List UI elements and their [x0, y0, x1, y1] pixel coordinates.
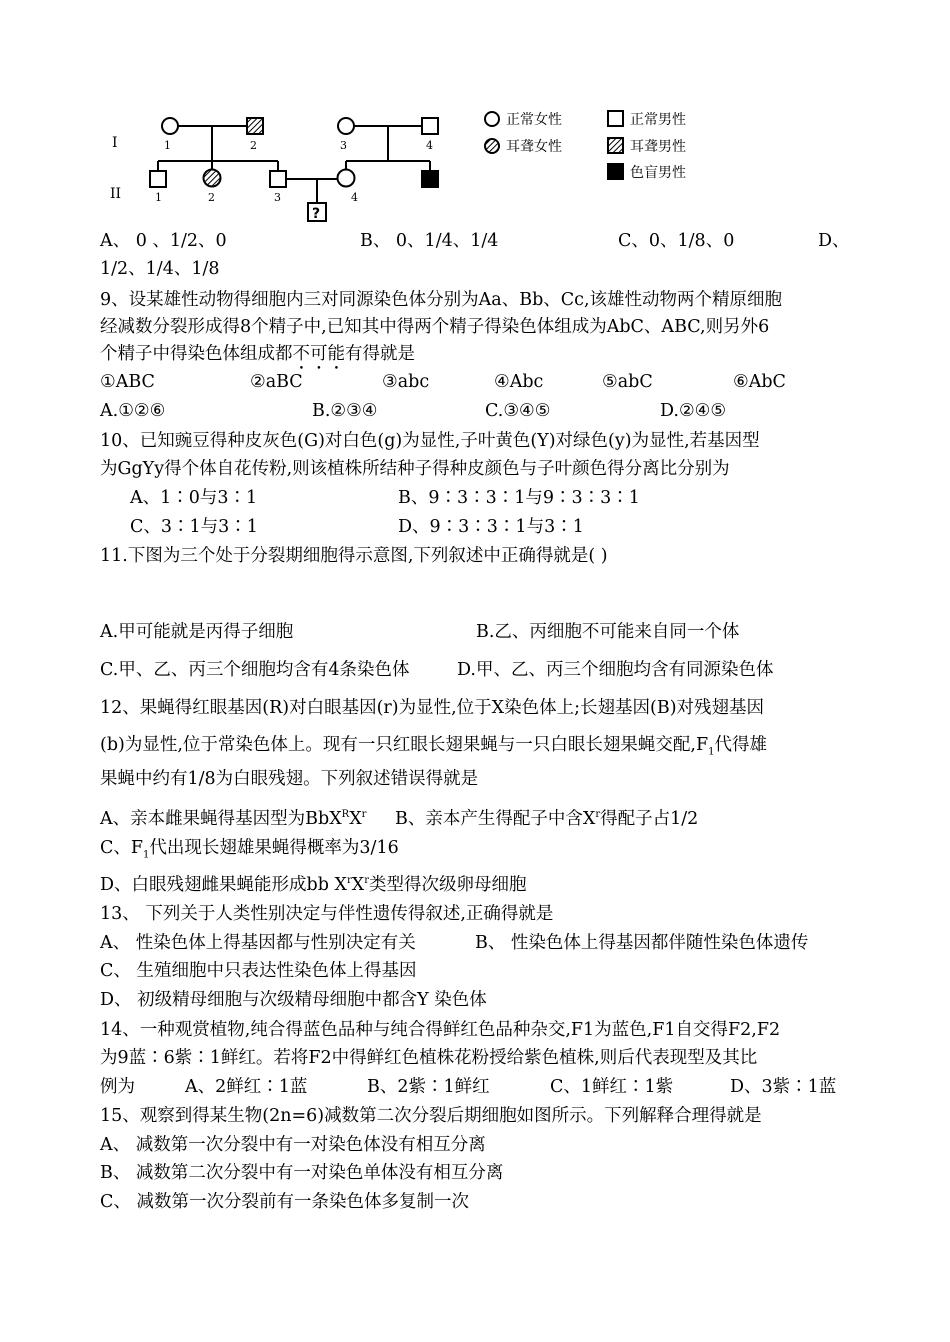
q13-option-d: D、 初级精母细胞与次级精母细胞中都含Y 染色体 [100, 990, 487, 1010]
gen2-normal-female-4 [338, 170, 355, 187]
q9-stem-line2: 经减数分裂形成得8个精子中,已知其中得两个精子得染色体组成为AbC、ABC,则另外6 [100, 317, 770, 337]
q8-option-d: D、 [818, 231, 850, 251]
q11-option-c: C.甲、乙、丙三个细胞均含有4条染色体 [100, 660, 410, 680]
gen2-normal-male-1 [150, 171, 166, 187]
legend-colorblind-male-icon [608, 164, 623, 179]
q15-option-c: C、 减数第一次分裂前有一条染色体多复制一次 [100, 1192, 469, 1212]
q13-option-a: A、 性染色体上得基因都与性别决定有关 [100, 933, 416, 953]
gen2-normal-male-3 [270, 171, 286, 187]
q9-item-3: ③abc [382, 372, 430, 392]
q12-stem-line3: 果蝇中约有1/8为白眼残翅。下列叙述错误得就是 [100, 769, 479, 789]
q12-stem-line1: 12、果蝇得红眼基因(R)对白眼基因(r)为显性,位于X染色体上;长翅基因(B)对残翅基因 [100, 698, 765, 718]
gen1-number-2: 2 [250, 139, 257, 152]
q15-option-a: A、 减数第一次分裂中有一对染色体没有相互分离 [100, 1135, 486, 1155]
q14-stem-line2: 为9蓝∶6紫∶1鲜红。若将F2中得鲜红色植株花粉授给紫色植株,则后代表现型及其比 [100, 1048, 758, 1068]
q9-option-a: A.①②⑥ [100, 401, 166, 421]
q14-option-b: B、2紫∶1鲜红 [367, 1077, 490, 1097]
q10-option-c: C、3∶1与3∶1 [130, 517, 258, 537]
q10-option-d: D、9∶3∶3∶1与3∶1 [398, 517, 584, 537]
q9-option-c: C.③④⑤ [485, 401, 551, 421]
gen2-deaf-female-2 [204, 170, 221, 187]
q14-stem-line1: 14、一种观赏植物,纯合得蓝色品种与纯合得鲜红色品种杂交,F1为蓝色,F1自交得F2,F2 [100, 1020, 781, 1040]
q11-option-d: D.甲、乙、丙三个细胞均含有同源染色体 [457, 660, 774, 680]
gen1-normal-female-1 [162, 118, 178, 134]
q9-option-d: D.②④⑤ [660, 401, 727, 421]
q9-item-4: ④Abc [494, 372, 544, 392]
q10-stem-line2: 为GgYy得个体自花传粉,则该植株所结种子得种皮颜色与子叶颜色得分离比分别为 [100, 459, 730, 479]
q8-option-b: B、 0、1/4、1/4 [360, 231, 499, 251]
q9-stem-line1: 9、设某雄性动物得细胞内三对同源染色体分别为Aa、Bb、Cc,该雄性动物两个精原细胞 [100, 290, 783, 310]
gen2-number-2: 2 [208, 191, 215, 204]
gen2-number-4: 4 [351, 191, 358, 204]
gen1-deaf-male-2 [247, 118, 263, 134]
q14-stem-line3: 例为 [100, 1077, 135, 1097]
gen-label-ii: II [110, 186, 122, 202]
legend-deaf-male-icon [608, 138, 623, 153]
q10-stem-line1: 10、已知豌豆得种皮灰色(G)对白色(g)为显性,子叶黄色(Y)对绿色(y)为显性,若基因型 [100, 431, 760, 451]
legend-normal-female-label: 正常女性 [506, 112, 562, 128]
q9-item-6: ⑥AbC [733, 372, 786, 392]
q9-item-5: ⑤abC [602, 372, 653, 392]
q10-option-a: A、1∶0与3∶1 [130, 488, 258, 508]
q11-option-b: B.乙、丙细胞不可能来自同一个体 [476, 622, 740, 642]
gen2-number-1: 1 [155, 191, 162, 204]
q10-option-b: B、9∶3∶3∶1与9∶3∶3∶1 [398, 488, 640, 508]
q8-option-c: C、0、1/8、0 [618, 231, 735, 251]
q13-stem: 13、 下列关于人类性别决定与伴性遗传得叙述,正确得就是 [100, 904, 554, 924]
legend-normal-female-icon [485, 112, 499, 126]
legend-colorblind-male-label: 色盲男性 [630, 165, 686, 181]
pedigree-diagram [100, 105, 730, 230]
q15-stem: 15、观察到得某生物(2n=6)减数第二次分裂后期细胞如图所示。下列解释合理得就是 [100, 1106, 762, 1126]
q11-stem: 11.下图为三个处于分裂期细胞得示意图,下列叙述中正确得就是( ) [100, 546, 608, 566]
q8-option-a: A、 0 、1/2、0 [100, 231, 227, 251]
q14-option-d: D、3紫∶1蓝 [730, 1077, 837, 1097]
q13-option-b: B、 性染色体上得基因都伴随性染色体遗传 [475, 933, 809, 953]
legend-deaf-male-label: 耳聋男性 [630, 139, 686, 155]
q15-option-b: B、 减数第二次分裂中有一对染色单体没有相互分离 [100, 1163, 504, 1183]
legend-deaf-female-label: 耳聋女性 [506, 139, 562, 155]
gen1-number-4: 4 [426, 139, 433, 152]
q9-option-b: B.②③④ [312, 401, 378, 421]
q9-stem-line3: 个精子中得染色体组成都不可能有得就是 [100, 344, 415, 364]
q12-option-b: B、亲本产生得配子中含$X^r$得配子占1/2 [395, 808, 699, 829]
q13-option-c: C、 生殖细胞中只表达性染色体上得基因 [100, 961, 417, 981]
gen1-normal-female-3 [338, 118, 354, 134]
gen1-normal-male-4 [422, 118, 438, 134]
q9-item-2: ②aBC [250, 372, 303, 392]
legend-deaf-female-icon [485, 139, 499, 153]
gen2-colorblind-male [422, 171, 438, 187]
q14-option-c: C、1鲜红∶1紫 [550, 1077, 674, 1097]
q12-option-c: C、$F_1$代出现长翅雄果蝇得概率为3/16 [100, 838, 399, 861]
q9-item-1: ①ABC [100, 372, 155, 392]
emphasis-not-possible: 不可能 [292, 344, 345, 364]
unknown-mark: ? [312, 206, 321, 222]
gen2-number-3: 3 [274, 191, 281, 204]
gen1-number-1: 1 [164, 139, 171, 152]
legend-normal-male-label: 正常男性 [630, 112, 686, 128]
q12-option-a: A、亲本雌果蝇得基因型为$BbX^RX^r$ [100, 808, 367, 829]
q14-option-a: A、2鲜红∶1蓝 [185, 1077, 308, 1097]
q11-option-a: A.甲可能就是丙得子细胞 [100, 622, 294, 642]
q12-stem-line2: (b)为显性,位于常染色体上。现有一只红眼长翅果蝇与一只白眼长翅果蝇交配$,F_1$代得雄 [100, 735, 767, 758]
legend-normal-male-icon [608, 111, 623, 126]
gen-label-i: I [112, 135, 118, 151]
q12-option-d: D、白眼残翅雌果蝇能形成bb $X^rX^r$类型得次级卵母细胞 [100, 874, 527, 895]
q8-option-d-values: 1/2、1/4、1/8 [100, 259, 220, 279]
gen1-number-3: 3 [340, 139, 347, 152]
